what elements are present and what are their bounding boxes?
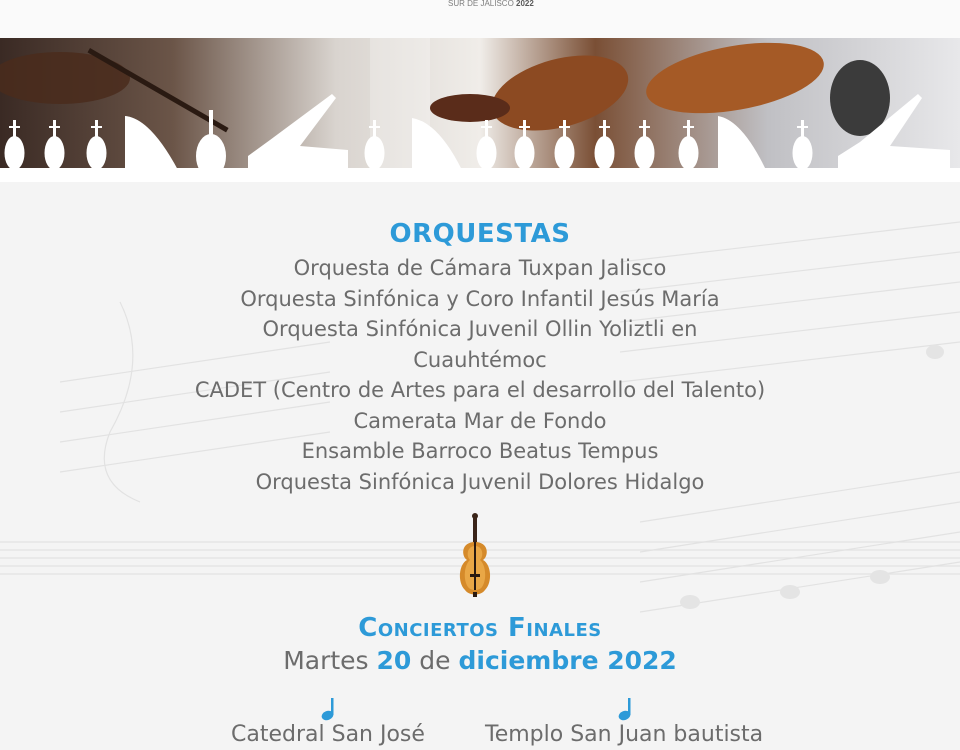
header-caption-year: 2022 xyxy=(516,0,534,8)
date-weekday: Martes xyxy=(283,646,369,675)
orchestra-item: Orquesta Sinfónica Juvenil Dolores Hidalgo xyxy=(255,469,705,494)
orchestras-title: ORQUESTAS xyxy=(389,219,571,249)
orchestra-item: Ensamble Barroco Beatus Tempus xyxy=(301,439,659,463)
orchestra-item: Orquesta de Cámara Tuxpan Jalisco xyxy=(293,256,667,280)
venue-templo: Templo San Juan bautista xyxy=(485,722,764,747)
orchestra-item: Orquesta Sinfónica Juvenil Ollin Yoliztli en xyxy=(262,317,698,341)
date-connector: de xyxy=(419,646,451,675)
music-note-icon xyxy=(617,697,635,721)
orchestras-list xyxy=(150,253,810,497)
header-caption-text: SUR DE JALISCO xyxy=(448,0,514,8)
concert-date xyxy=(0,646,960,675)
concerts-title: Conciertos Finales xyxy=(358,613,602,643)
orchestra-item: Cuauhtémoc xyxy=(413,347,547,372)
music-note-icon xyxy=(320,697,338,721)
venue-catedral: Catedral San José xyxy=(231,722,425,747)
date-month-year: diciembre 2022 xyxy=(458,646,677,675)
orchestra-item: Orquesta Sinfónica y Coro Infantil Jesús María xyxy=(240,286,720,311)
date-day: 20 xyxy=(376,646,412,675)
violin-icon xyxy=(455,512,495,600)
orchestra-item: Camerata Mar de Fondo xyxy=(353,408,607,433)
orchestra-item: CADET (Centro de Artes para el desarrollo del Talento) xyxy=(194,378,766,402)
